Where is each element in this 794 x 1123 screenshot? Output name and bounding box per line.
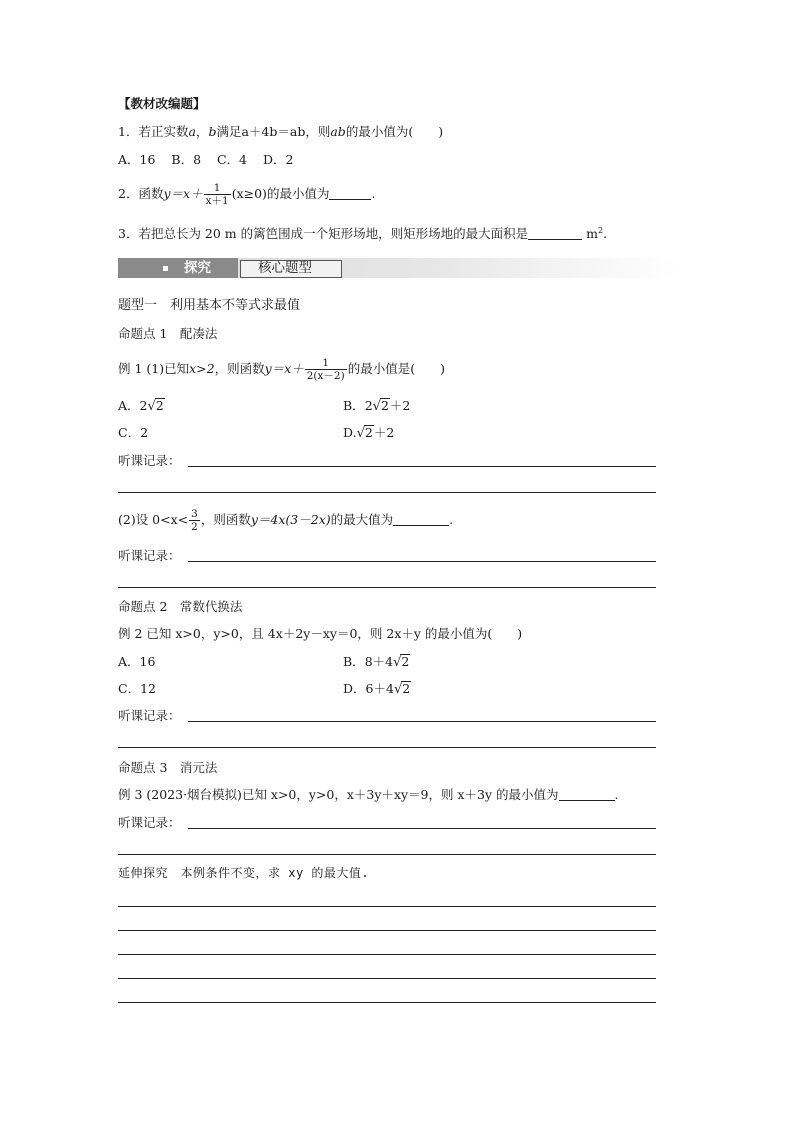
q2-fraction: [204, 182, 231, 207]
ex1-frac-den: 2(x－2): [306, 370, 345, 382]
section-label: 【教材改编题】: [118, 96, 206, 111]
point-3-title: 命题点 3 消元法: [118, 760, 218, 775]
q3-unit-sup: 2: [597, 226, 604, 235]
question-1: [118, 123, 443, 141]
answer-line-2[interactable]: [118, 930, 656, 931]
q1-options: [118, 151, 293, 169]
ex1-option-b-label: B．: [343, 398, 365, 413]
ex2-option-d-rad: 2: [402, 681, 411, 696]
ex2-option-a[interactable]: [118, 653, 155, 671]
ex2-option-c-text: 12: [140, 681, 156, 696]
notes-label-4: 听课记录：: [118, 815, 181, 830]
ex1b-prefix: (2)设 0<x<: [118, 512, 189, 527]
q3-end: .: [603, 226, 608, 242]
q1-expression: a＋4b＝ab: [241, 124, 306, 139]
extension-question: 延伸探究 本例条件不变，求 xy 的最大值.: [118, 866, 370, 880]
ex1-option-d-post: ＋2: [373, 425, 395, 440]
ex2-option-d-label: D．: [343, 681, 366, 696]
ex1-option-b-rad: 2: [380, 398, 389, 413]
q1-var-b: b: [208, 124, 217, 139]
ex1b-expression: y＝4x(3－2x): [250, 512, 331, 527]
notes-line-2b[interactable]: [118, 587, 656, 588]
banner-square-icon: [163, 266, 168, 271]
ex1-option-d[interactable]: [343, 424, 394, 443]
example-3: [118, 786, 619, 804]
q1-option-c[interactable]: C．4: [216, 152, 248, 167]
notes-line-3a[interactable]: [188, 721, 656, 722]
notes-line-2a[interactable]: [188, 561, 656, 562]
q3-text: 若把总长为 20 m 的篱笆围成一个矩形场地，则矩形场地的最大面积是: [138, 226, 529, 242]
ex1-suffix: 的最小值是( ): [347, 361, 445, 376]
ex2-option-b[interactable]: [343, 653, 410, 672]
ex3-answer-blank[interactable]: [559, 787, 615, 801]
sqrt-icon: √: [372, 399, 381, 414]
q1-option-a[interactable]: A．16: [118, 152, 156, 167]
ex2-option-c-label: C．: [118, 681, 141, 696]
q1-cond-text: 满足: [216, 124, 242, 139]
ex1-option-d-label: D.: [343, 425, 357, 440]
question-3: [118, 222, 607, 243]
notes-line-4a[interactable]: [188, 828, 656, 829]
banner-right-title: 核心题型: [258, 260, 312, 276]
ex1-option-c[interactable]: [118, 424, 148, 442]
q1-prefix: 若正实数: [138, 124, 189, 139]
ex1b-suffix: 的最大值为: [330, 512, 394, 527]
ex1-frac-num: 1: [322, 357, 330, 369]
ex1-option-c-label: C．: [118, 425, 141, 440]
ex2-option-b-rad: 2: [401, 654, 410, 669]
ex1-option-a-label: A．: [118, 398, 140, 413]
ex2-option-b-label: B．: [343, 654, 365, 669]
q3-unit: m: [586, 226, 598, 242]
q1-number: 1．: [118, 124, 139, 139]
ex1b-frac-den: 2: [191, 521, 198, 533]
example-1-part-2: [118, 502, 453, 538]
q3-answer-blank[interactable]: [528, 226, 582, 240]
q2-function: y＝x＋: [163, 186, 203, 201]
banner-dark-block: [118, 258, 238, 278]
ex1-option-b-post: ＋2: [389, 398, 411, 413]
ex1b-mid: ，则函数: [200, 512, 251, 527]
example-2: 例 2 已知 x>0，y>0，且 4x＋2y－xy＝0，则 2x＋y 的最小值为( ): [118, 626, 523, 641]
q1-suffix: 的最小值为( ): [345, 124, 444, 139]
answer-line-5[interactable]: [118, 1002, 656, 1003]
banner-left-title: 探究: [184, 260, 211, 276]
q2-suffix: 的最小值为: [266, 186, 330, 201]
q1-var-ab: ab: [330, 124, 346, 139]
ex1-option-b-pre: 2: [364, 398, 373, 413]
answer-line-4[interactable]: [118, 978, 656, 979]
ex1b-answer-blank[interactable]: [393, 512, 449, 526]
point-1-title: 命题点 1 配凑法: [118, 326, 218, 341]
q3-number: 3．: [118, 226, 139, 242]
notes-line-4b[interactable]: [118, 854, 656, 855]
ex3-end: .: [614, 787, 619, 802]
sqrt-icon: √: [356, 426, 365, 441]
q2-prefix: 函数: [138, 186, 164, 201]
notes-label-1: 听课记录：: [118, 453, 181, 468]
q2-number: 2．: [118, 186, 139, 201]
ex3-text: 例 3 (2023·烟台模拟)已知 x>0，y>0，x＋3y＋xy＝9，则 x＋3y 的最小值为: [118, 787, 559, 802]
ex1-option-b[interactable]: [343, 397, 410, 416]
answer-line-3[interactable]: [118, 954, 656, 955]
ex1-condition: x>2: [189, 361, 215, 376]
q2-frac-den: x＋1: [205, 195, 229, 207]
point-2-title: 命题点 2 常数代换法: [118, 599, 243, 614]
ex2-option-a-label: A．: [118, 654, 140, 669]
notes-label-3: 听课记录：: [118, 708, 181, 723]
ex2-option-d[interactable]: [343, 680, 411, 699]
sqrt-icon: √: [393, 655, 402, 670]
sqrt-icon: √: [393, 682, 403, 697]
q1-option-b[interactable]: B．8: [171, 152, 202, 167]
q2-answer-blank[interactable]: [329, 186, 371, 200]
q1-var-a: a: [188, 124, 196, 139]
ex1-option-d-rad: 2: [364, 425, 373, 440]
q2-condition: (x≥0): [231, 186, 267, 201]
ex1-option-a-pre: 2: [139, 398, 148, 413]
sqrt-icon: √: [147, 399, 156, 414]
ex1b-frac-num: 3: [191, 508, 198, 520]
ex1-option-a[interactable]: [118, 397, 165, 416]
ex1-fraction: [305, 357, 347, 382]
notes-line-1a[interactable]: [188, 466, 656, 467]
ex1-function: y＝x＋: [264, 361, 304, 376]
q1-option-d[interactable]: D．2: [262, 152, 294, 167]
ex2-option-d-pre: 6＋4: [365, 681, 394, 696]
type-1-title: 题型一 利用基本不等式求最值: [118, 298, 301, 313]
answer-line-1[interactable]: [118, 906, 656, 907]
q2-frac-num: 1: [213, 182, 221, 194]
ex1-option-a-rad: 2: [155, 398, 164, 413]
notes-line-3b[interactable]: [118, 747, 656, 748]
q1-mid: ，则: [305, 124, 331, 139]
question-2: [118, 180, 375, 208]
ex1-prefix: 例 1 (1)已知: [118, 361, 190, 376]
q1-comma: ，: [195, 124, 209, 139]
ex1b-fraction: [189, 508, 200, 533]
ex1-option-c-text: 2: [140, 425, 149, 440]
example-1: [118, 352, 445, 386]
q2-end: .: [371, 186, 376, 201]
ex1-mid: ，则函数: [214, 361, 265, 376]
ex2-option-c[interactable]: [118, 680, 156, 698]
notes-line-1b[interactable]: [118, 492, 656, 493]
ex2-option-b-pre: 8＋4: [364, 654, 394, 669]
ex1b-end: .: [449, 512, 454, 527]
ex2-option-a-text: 16: [139, 654, 156, 669]
notes-label-2: 听课记录：: [118, 548, 181, 563]
